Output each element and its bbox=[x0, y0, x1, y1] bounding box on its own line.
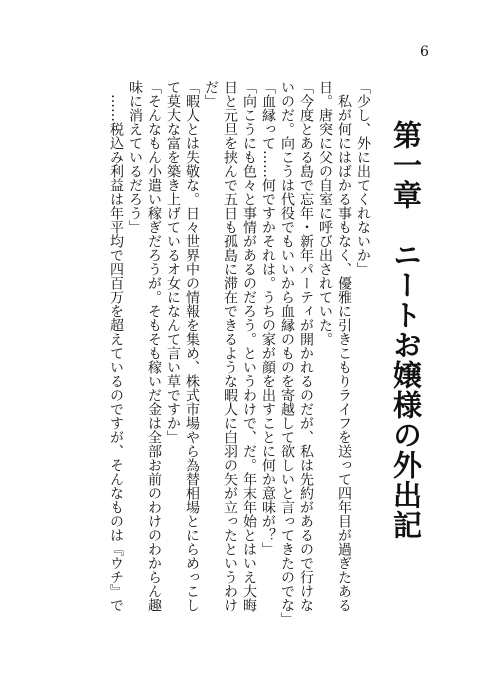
text-line: 「向こうにも色々と事情があるのだろう。というわけで、だ。年末年始とはいえ大晦 bbox=[241, 80, 257, 612]
body-text bbox=[22, 80, 372, 640]
text-line: 「そんなもん小遣い稼ぎだろうが。そもそも稼いだ金は全部お前のわけのわからん趣 bbox=[146, 80, 162, 612]
text-line: て莫大な富を築き上げているオ女になんて言い草ですか」 bbox=[165, 80, 181, 444]
text-line: 「今度とある島で忘年・新年パーティが開かれるのだが、私は先約があるので行けな bbox=[298, 80, 314, 612]
page-number: 6 bbox=[420, 44, 429, 60]
text-line: 「血縁って……何ですかそれは。うちの家が顔を出すことに何か意味が？」 bbox=[260, 80, 276, 556]
text-line: 味に消えているだろう」 bbox=[127, 80, 143, 234]
chapter-title: 第一章 ニートお嬢様の外出記 bbox=[389, 120, 423, 540]
text-line: ……税込み利益は年平均で四百万を超えているのですが、そんなものは『ウチ』で bbox=[108, 80, 124, 612]
text-line: だ」 bbox=[203, 80, 219, 108]
text-line: 私が何にはばかる事もなく、優雅に引きこもりライフを送って四年目が過ぎたある bbox=[336, 80, 352, 612]
text-line: 「暇人とは失敬な。日々世界中の情報を集め、株式市場やら為替相場とにらめっこし bbox=[184, 80, 200, 612]
text-line: 日。唐突に父の自室に呼び出されていた。 bbox=[317, 80, 333, 346]
text-line: いのだ。向こうは代役でもいいから血縁のものを寄越して欲しいと言ってきたのでな」 bbox=[279, 80, 295, 626]
text-line: 「少し、外に出てくれないか」 bbox=[355, 80, 371, 276]
text-line: 日と元旦を挟んで五日も孤島に滞在できるような暇人に白羽の矢が立ったというわけ bbox=[222, 80, 238, 612]
